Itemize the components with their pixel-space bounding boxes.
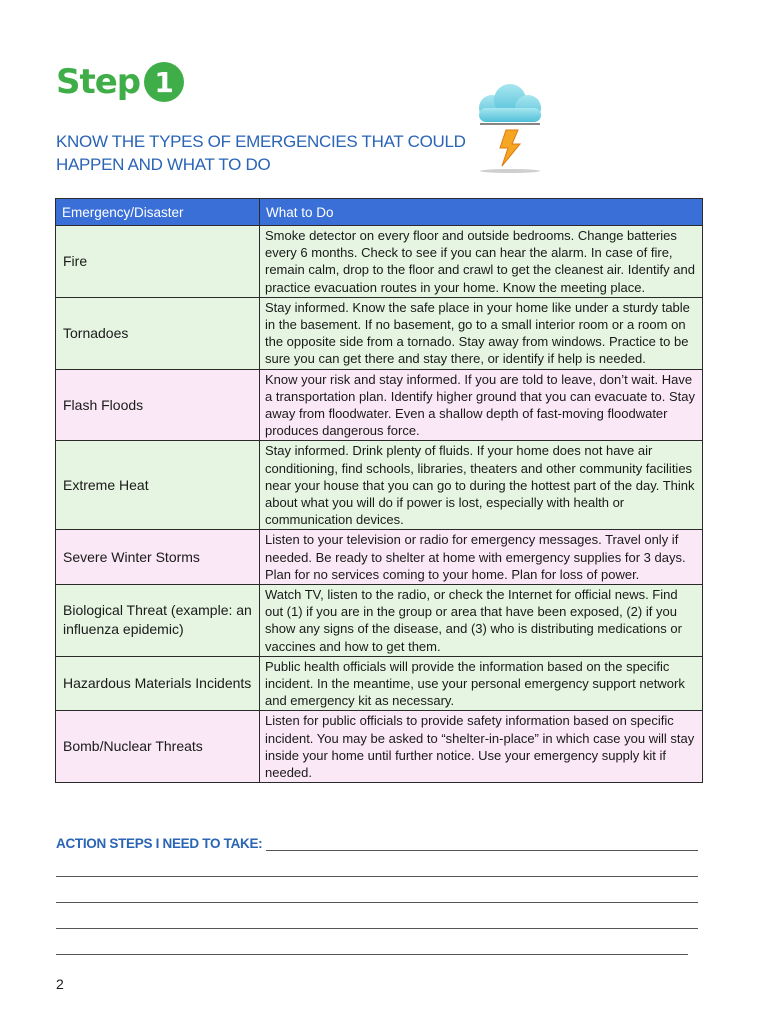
table-row — [56, 711, 703, 783]
storm-cloud-icon — [470, 80, 550, 175]
table-row — [56, 530, 703, 585]
table-row — [56, 226, 703, 298]
emergency-name: Extreme Heat — [56, 441, 260, 530]
emergency-action: Listen to your television or radio for emergency messages. Travel only if needed. Be ready to shelter at home with emergency supplies for 3 days. Plan for no services coming to your home. Plan for loss of power. — [260, 530, 703, 585]
emergency-name: Fire — [56, 226, 260, 298]
emergency-action: Public health officials will provide the information based on the specific incident. In the meantime, use your personal emergency support network and emergency kit as necessary. — [260, 656, 703, 711]
table-row — [56, 297, 703, 369]
emergency-action: Watch TV, listen to the radio, or check the Internet for official news. Find out (1) if you are in the group or area that have been exposed, (2) if you show any signs of the disease, and (3) who is distributing medications or vaccines and how to get them. — [260, 585, 703, 657]
table-row — [56, 585, 703, 657]
emergency-name: Severe Winter Storms — [56, 530, 260, 585]
section-subtitle: KNOW THE TYPES OF EMERGENCIES THAT COULD HAPPEN AND WHAT TO DO — [56, 132, 466, 174]
lightning-bolt-icon — [500, 130, 520, 166]
emergency-name: Biological Threat (example: an influenza epidemic) — [56, 585, 260, 657]
action-line[interactable] — [56, 876, 698, 877]
action-line[interactable] — [56, 954, 688, 955]
action-line[interactable] — [56, 928, 698, 929]
action-line[interactable] — [266, 850, 698, 851]
header-what-to-do: What to Do — [260, 199, 703, 226]
step-heading — [56, 62, 184, 102]
emergency-name: Tornadoes — [56, 297, 260, 369]
emergency-action: Listen for public officials to provide safety information based on specific incident. You may be asked to “shelter-in-place” in which case you will stay inside your home until further notice. Use your emergency supply kit if needed. — [260, 711, 703, 783]
emergency-name: Hazardous Materials Incidents — [56, 656, 260, 711]
table-header-row — [56, 199, 703, 226]
emergency-name: Flash Floods — [56, 369, 260, 441]
table-row — [56, 656, 703, 711]
emergency-name: Bomb/Nuclear Threats — [56, 711, 260, 783]
table-row — [56, 441, 703, 530]
action-steps-label: ACTION STEPS I NEED TO TAKE: — [56, 836, 263, 851]
action-line[interactable] — [56, 902, 698, 903]
step-word: Step — [56, 62, 141, 102]
step-number-badge: 1 — [144, 62, 184, 102]
page-number: 2 — [56, 976, 64, 992]
emergency-action: Stay informed. Drink plenty of fluids. If your home does not have air conditioning, find schools, libraries, theaters and other community facilities near your house that you can go to during the hottest part of the day. Think about what you will do if power is lost, especially with health or communication devices. — [260, 441, 703, 530]
emergency-action: Stay informed. Know the safe place in your home like under a sturdy table in the basement. If no basement, go to a small interior room or a room on the opposite side from a tornado. Stay away from windows. Practice to be sure you can get there and stay there, or identify if help is needed. — [260, 297, 703, 369]
table-row — [56, 369, 703, 441]
header-emergency: Emergency/Disaster — [56, 199, 260, 226]
emergency-action: Smoke detector on every floor and outside bedrooms. Change batteries every 6 months. Check to see if you can hear the alarm. In case of fire, remain calm, drop to the floor and crawl to get the cleanest air. Identify and practice evacuation routes in your home. Know the meeting place. — [260, 226, 703, 298]
emergency-table — [55, 198, 703, 783]
emergency-action: Know your risk and stay informed. If you are told to leave, don’t wait. Have a transportation plan. Identify higher ground that you can evacuate to. Stay away from floodwater. Even a shallow depth of fast-moving floodwater produces dangerous force. — [260, 369, 703, 441]
